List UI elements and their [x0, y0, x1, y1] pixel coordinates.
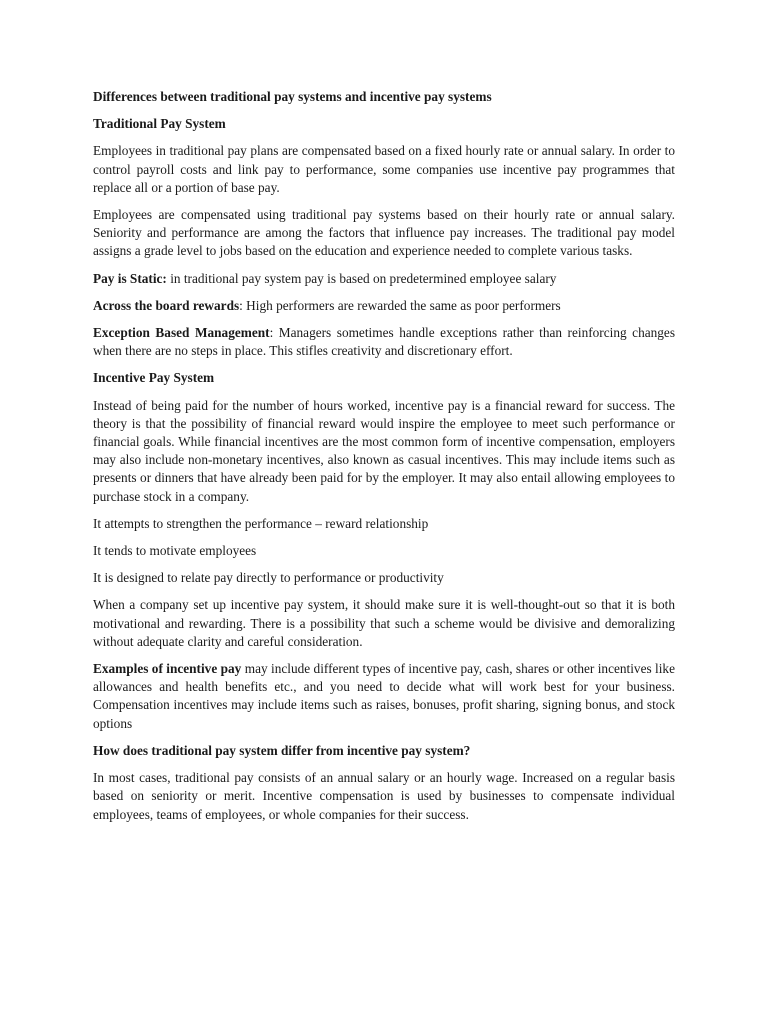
incentive-point-3: It is designed to relate pay directly to performance or productivity [93, 570, 444, 586]
document-page [93, 88, 675, 833]
traditional-paragraph-2: Employees are compensated using traditional pay systems based on their hourly rate or annual salary. Seniority and performance are among the factors that influence pay increases. The traditional pay model assigns a grade level to jobs based on the education and experience needed to complete various tasks. [93, 207, 675, 259]
across-board-label: Across the board rewards [93, 297, 240, 313]
exception-management-paragraph [93, 324, 675, 360]
examples-text: may include different types of incentive pay, cash, shares or other incentives like allowances and health benefits etc., and you need to decide what will work best for your business. Compensation incentives may include items such as raises, bonuses, profit sharing, signing bonus, and stock options [93, 661, 675, 731]
incentive-heading: Incentive Pay System [93, 370, 215, 386]
incentive-paragraph-2: When a company set up incentive pay system, it should make sure it is well-thought-out so that it is both motivational and rewarding. There is a possibility that such a scheme would be divisive and demoralizing without adequate clarity and careful consideration. [93, 597, 675, 649]
comparison-heading: How does traditional pay system differ from incentive pay system? [93, 742, 471, 758]
pay-static-text: in traditional pay system pay is based on predetermined employee salary [166, 270, 557, 286]
comparison-paragraph: In most cases, traditional pay consists of an annual salary or an hourly wage. Increased on a regular basis based on seniority or merit. Incentive compensation is used by businesses to compensate individual employees, teams of employees, or whole companies for their success. [93, 770, 675, 822]
pay-static-label: Pay is Static: [93, 270, 167, 286]
incentive-paragraph-1: Instead of being paid for the number of hours worked, incentive pay is a financial reward for success. The theory is that the possibility of financial reward would inspire the employee to meet such performance or financial goals. While financial incentives are the most common form of incentive compensation, employers may also include non-monetary incentives, also known as casual incentives. This may include items such as presents or dinners that have already been paid for by the employer. It may also entail allowing employees to purchase stock in a company. [93, 397, 675, 504]
examples-label: Examples of incentive pay [93, 661, 242, 677]
incentive-point-1: It attempts to strengthen the performance – reward relationship [93, 515, 429, 531]
across-board-line [93, 297, 675, 315]
document-title: Differences between traditional pay systems and incentive pay systems [93, 89, 492, 104]
across-board-text: : High performers are rewarded the same as poor performers [239, 297, 561, 313]
pay-static-line [93, 270, 675, 288]
exception-management-label: Exception Based Management [93, 325, 270, 341]
incentive-point-2: It tends to motivate employees [93, 543, 257, 559]
examples-paragraph [93, 660, 675, 733]
traditional-heading: Traditional Pay System [93, 116, 226, 132]
exception-management-text: : Managers sometimes handle exceptions rather than reinforcing changes when there are no steps in place. This stifles creativity and discretionary effort. [93, 325, 675, 359]
traditional-paragraph-1: Employees in traditional pay plans are compensated based on a fixed hourly rate or annual salary. In order to control payroll costs and link pay to performance, some companies use incentive pay programmes that replace all or a portion of base pay. [93, 143, 675, 195]
